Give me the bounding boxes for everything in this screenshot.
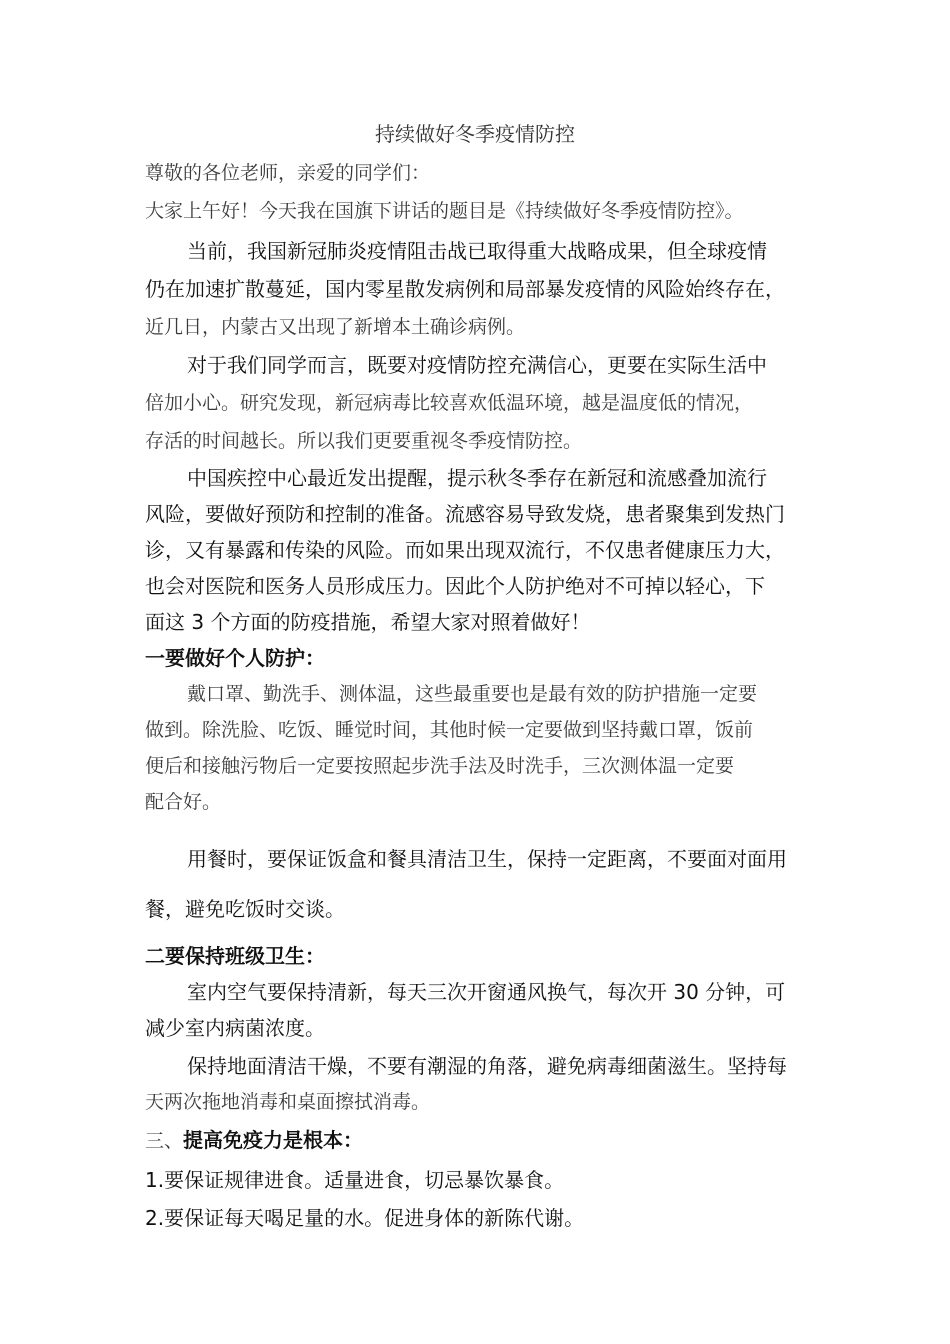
section-heading-3	[145, 1122, 815, 1161]
paragraph-line: 仍在加速扩散蔓延，国内零星散发病例和局部暴发疫情的风险始终存在，	[145, 277, 785, 301]
paragraph-line: 做到。除洗脸、吃饭、睡觉时间，其他时候一定要做到坚持戴口罩，饭前	[145, 719, 754, 741]
paragraph-line: 对于我们同学而言，既要对疫情防控充满信心，更要在实际生活中	[187, 353, 767, 377]
paragraph-line: 近几日，内蒙古又出现了新增本土确诊病例。	[145, 316, 526, 338]
paragraph-line: 天两次拖地消毒和桌面擦拭消毒。	[145, 1091, 431, 1113]
paragraph-line: 也会对医院和医务人员形成压力。因此个人防护绝对不可掉以轻心，下	[145, 574, 765, 598]
paragraph-line: 中国疾控中心最近发出提醒，提示秋冬季存在新冠和流感叠加流行	[187, 466, 767, 490]
paragraph-7	[145, 1048, 815, 1120]
list-item: 1.要保证规律进食。适量进食，切忌暴饮暴食。	[145, 1168, 565, 1192]
paragraph-line: 面这 3 个方面的防疫措施，希望大家对照着做好！	[145, 610, 591, 634]
paragraph-2	[145, 346, 815, 460]
paragraph-3	[145, 460, 815, 640]
paragraph-line: 当前，我国新冠肺炎疫情阻击战已取得重大战略成果，但全球疫情	[187, 239, 767, 263]
paragraph-1	[145, 232, 815, 346]
paragraph-line: 便后和接触污物后一定要按照起步洗手法及时洗手，三次测体温一定要	[145, 755, 735, 777]
section-heading-3-prefix: 三、	[145, 1130, 184, 1152]
opening-line: 大家上午好！今天我在国旗下讲话的题目是《持续做好冬季疫情防控》。	[145, 200, 744, 222]
document-body	[145, 158, 815, 1237]
paragraph-line: 室内空气要保持清新，每天三次开窗通风换气，每次开 30 分钟，可	[187, 980, 786, 1004]
paragraph-line: 餐，避免吃饭时交谈。	[145, 897, 345, 921]
list-item: 2.要保证每天喝足量的水。促进身体的新陈代谢。	[145, 1206, 585, 1230]
paragraph-line: 用餐时，要保证饭盒和餐具清洁卫生，保持一定距离，不要面对面用	[187, 847, 787, 871]
section-heading-1: 一要做好个人防护：	[145, 646, 325, 670]
section-heading-3-text: 提高免疫力是根本：	[183, 1128, 364, 1152]
greeting-line: 尊敬的各位老师，亲爱的同学们：	[145, 162, 431, 184]
paragraph-5	[145, 834, 815, 934]
paragraph-line: 存活的时间越长。所以我们更要重视冬季疫情防控。	[145, 430, 583, 452]
paragraph-line: 倍加小心。研究发现，新冠病毒比较喜欢低温环境，越是温度低的情况，	[145, 392, 754, 414]
section-heading-2: 二要保持班级卫生：	[145, 944, 325, 968]
paragraph-line: 减少室内病菌浓度。	[145, 1016, 325, 1040]
paragraph-line: 诊，又有暴露和传染的风险。而如果出现双流行，不仅患者健康压力大，	[145, 538, 785, 562]
document-title: 持续做好冬季疫情防控	[375, 122, 575, 146]
paragraph-4	[145, 676, 815, 820]
paragraph-line: 配合好。	[145, 791, 222, 813]
paragraph-line: 戴口罩、勤洗手、测体温，这些最重要也是最有效的防护措施一定要	[187, 683, 758, 705]
paragraph-6	[145, 974, 815, 1046]
paragraph-line: 风险，要做好预防和控制的准备。流感容易导致发烧，患者聚集到发热门	[145, 502, 785, 526]
paragraph-line: 保持地面清洁干燥，不要有潮湿的角落，避免病毒细菌滋生。坚持每	[187, 1054, 787, 1078]
